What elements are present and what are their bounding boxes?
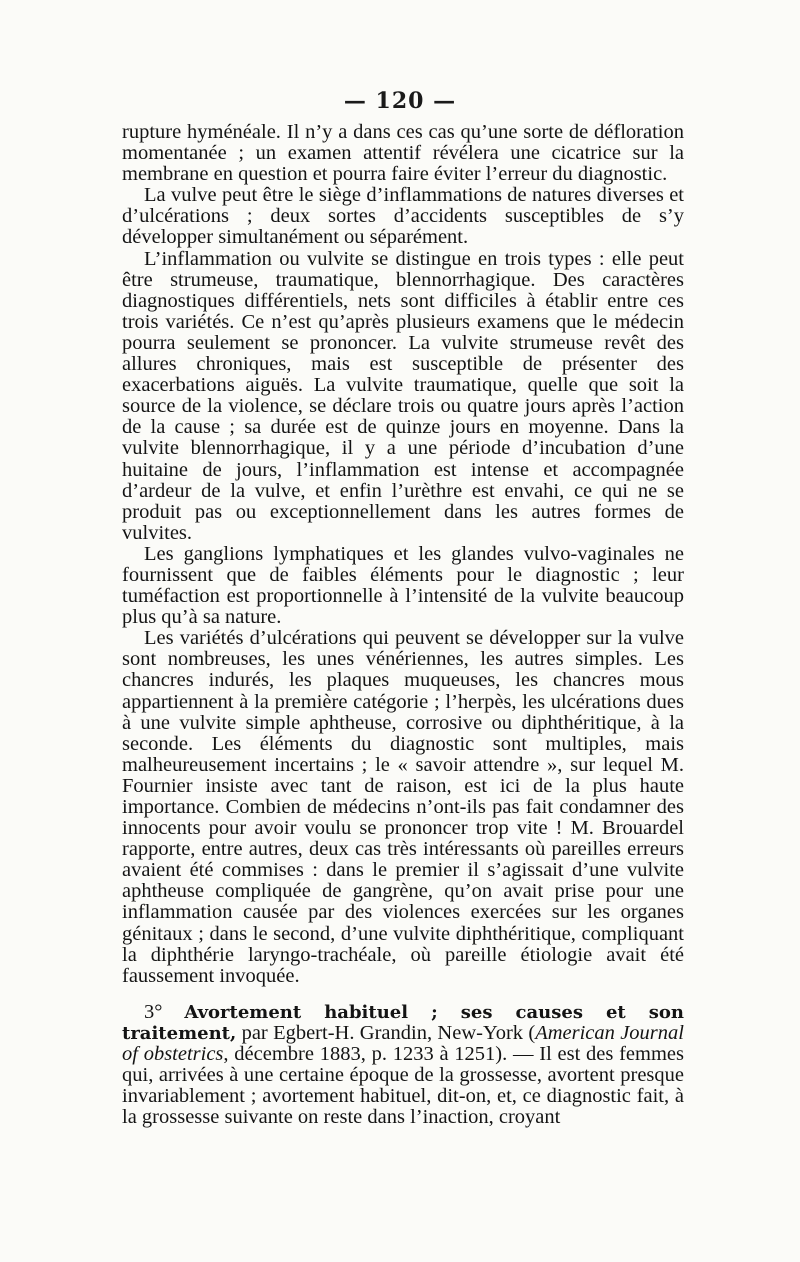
section-paragraph	[122, 1002, 684, 1129]
section-author: par Egbert-H. Grandin, New-York (	[241, 1021, 536, 1044]
section-text: Il est des femmes qui, arrivées à une certaine époque de la grossesse, avortent presque invariablement ; avortement habituel, dit-on, et, ce diagnostic fait, à la grossesse suivante on reste dans l’inaction, croyant	[122, 1043, 685, 1129]
section-number: 3°	[144, 1000, 163, 1023]
citation: , décembre 1883, p. 1233 à 1251). —	[223, 1043, 534, 1066]
page-number: — 120 —	[343, 88, 457, 114]
paragraph: Les ganglions lymphatiques et les glandes vulvo-vaginales ne fournissent que de faibles éléments pour le diagnostic ; leur tuméfaction est proportionnelle à l’intensité de la vulvite beaucoup plus qu’à sa nature.	[122, 542, 684, 629]
paragraph: Les variétés d’ulcérations qui peuvent se développer sur la vulve sont nombreuses, les unes vénériennes, les autres simples. Les chancres indurés, les plaques muqueuses, les chancres mous appartiennent à la première catégorie ; l’herpès, les ulcérations dues à une vulvite simple aphtheuse, corrosive ou diphthéritique, à la seconde. Les éléments du diagnostic sont multiples, mais malheureusement incertains ; le « savoir attendre », sur lequel M. Fournier insiste avec tant de raison, est ici de la plus haute importance. Combien de médecins n’ont-ils pas fait condamner des innocents pour avoir voulu se prononcer trop vite ! M. Brouardel rapporte, entre autres, deux cas très intéressants où pareilles erreurs avaient été commises : dans le premier il s’agissait d’une vulvite aphtheuse compliquée de gangrène, qu’on avait prise pour une inflammation causée par des violences exercées sur les organes génitaux ; dans le second, d’une vulvite diphthéritique, compliquant la diphthérie laryngo-trachéale, où pareille étiologie avait été faussement invoquée.	[122, 627, 684, 987]
paragraph: La vulve peut être le siège d’inflammations de natures diverses et d’ulcérations ; deux sortes d’accidents susceptibles de s’y développer simultanément ou séparément.	[122, 184, 684, 249]
paragraph: rupture hyménéale. Il n’y a dans ces cas qu’une sorte de défloration momentanée ; un examen attentif révélera une cicatrice sur la membrane en question et pourra faire éviter l’erreur du diagnostic.	[122, 121, 684, 186]
paragraph: L’inflammation ou vulvite se distingue en trois types : elle peut être strumeuse, traumatique, blennorrhagique. Des caractères diagnostiques différentiels, nets sont difficiles à établir entre ces trois variétés. Ce n’est qu’après plusieurs examens que le médecin pourra seulement se prononcer. La vulvite strumeuse revêt des allures chroniques, mais est susceptible de présenter des exacerbations aiguës. La vulvite traumatique, quelle que soit la source de la violence, se déclare trois ou quatre jours après l’action de la cause ; sa durée est de quinze jours en moyenne. Dans la vulvite blennorrhagique, il y a une période d’incubation d’une huitaine de jours, l’inflammation est intense et accompagnée d’ardeur de la vulve, et enfin l’urèthre est envahi, ce qui ne se produit pas ou exceptionnellement dans les autres formes de vulvites.	[122, 247, 684, 544]
section-title: Avortement habituel ; ses causes et son traitement,	[122, 1001, 684, 1044]
journal-title: American Journal of obstetrics	[122, 1021, 684, 1066]
body-text	[122, 122, 684, 1128]
